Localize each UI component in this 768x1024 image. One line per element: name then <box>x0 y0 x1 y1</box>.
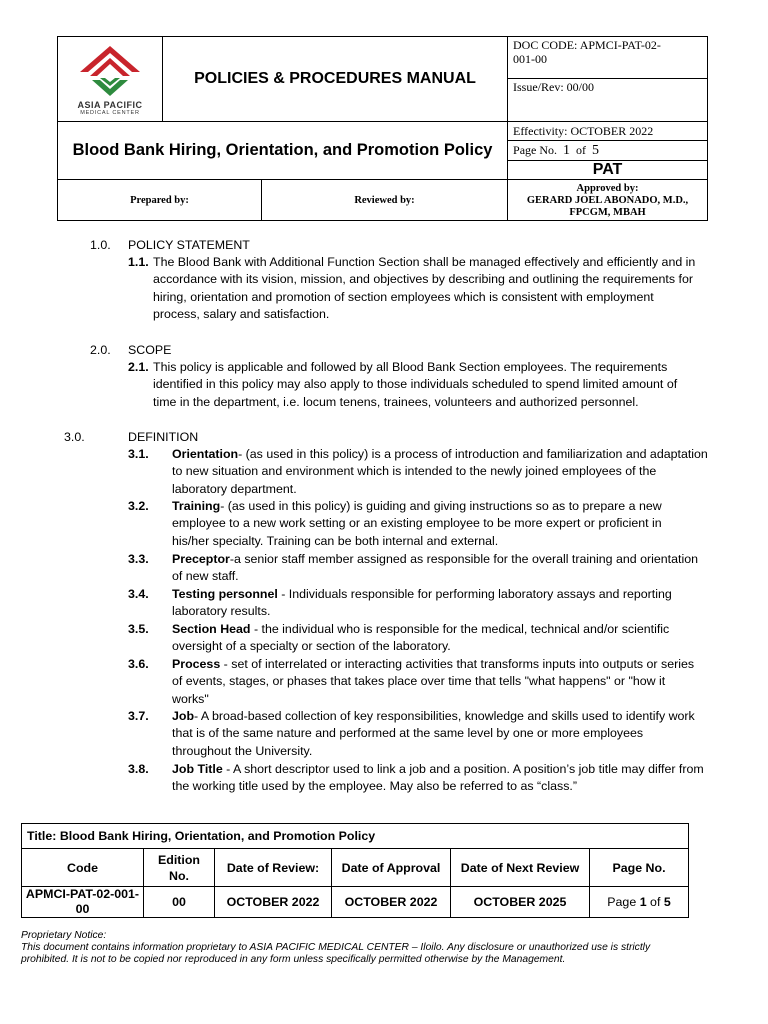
page-word: Page <box>607 894 637 909</box>
definition-body: - (as used in this policy) is guiding and giving instructions so as to prepare a new <box>220 499 662 513</box>
header-page-no: Page No. <box>590 849 689 887</box>
page-no-of: of <box>576 143 587 157</box>
approved-by-label: Approved by: <box>576 182 639 194</box>
paragraph-text <box>153 359 743 411</box>
doc-meta-cell <box>508 37 708 122</box>
effectivity-cell <box>508 122 708 180</box>
control-table-header-row <box>22 849 689 887</box>
text-line: time in the department, i.e. locum tenens, trainees, volunteers and authorized personnel. <box>153 394 639 409</box>
logo-name: ASIA PACIFIC <box>77 100 143 110</box>
definition-number: 3.3. <box>128 552 149 566</box>
text-line: that is of the same nature and performed at the same level by one or more employees <box>172 726 644 741</box>
control-table-value-row <box>22 887 689 918</box>
document-control-table <box>21 823 688 918</box>
definition-term: Training <box>172 499 221 513</box>
text-line: accordance with its vision, mission, and objectives by describing and outlining the requirements for <box>153 272 693 287</box>
text-line: the working title used by the employee. May also be referred to as “class.” <box>172 779 577 794</box>
header-edition-line2: No. <box>169 868 189 883</box>
definition-term: Testing personnel <box>172 587 278 601</box>
text-line <box>172 656 728 673</box>
definition-body: - A short descriptor used to link a job and a position. A position’s job title may differ from <box>222 762 704 776</box>
value-code-line1: APMCI-PAT-02-001- <box>25 887 140 901</box>
doc-code-line2: 001-00 <box>513 52 548 66</box>
page-number <box>508 141 707 161</box>
definition-term: Section Head <box>172 622 251 636</box>
section-number: 2.0. <box>90 343 111 357</box>
text-line: employee to a new work setting or an existing employee to be more expert or proficient in <box>172 516 662 531</box>
page-no-label: Page No. <box>513 143 558 157</box>
definition-text <box>172 761 728 796</box>
value-date-of-approval: OCTOBER 2022 <box>332 887 451 918</box>
definition-number: 3.4. <box>128 587 149 601</box>
definition-body: - A broad-based collection of key responsibilities, knowledge and skills used to identify work <box>194 709 695 723</box>
text-line <box>172 761 728 778</box>
definition-text <box>172 586 728 621</box>
value-code <box>22 887 144 918</box>
section-code: PAT <box>592 161 623 178</box>
definition-number: 3.6. <box>128 657 149 671</box>
text-line: oversight of a specialty or section of the laboratory. <box>172 639 451 654</box>
definition-number: 3.8. <box>128 762 149 776</box>
value-edition: 00 <box>144 887 215 918</box>
text-line: of new staff. <box>172 569 239 584</box>
doc-code-line1: DOC CODE: APMCI-PAT-02- <box>513 38 661 52</box>
definition-term: Preceptor <box>172 552 230 566</box>
value-date-of-next-review: OCTOBER 2025 <box>451 887 590 918</box>
definition-text <box>172 656 728 708</box>
document-header <box>57 36 707 220</box>
paragraph-number: 1.1. <box>128 255 149 269</box>
definition-body: - the individual who is responsible for the medical, technical and/or scientific <box>250 622 670 636</box>
approved-by-cell <box>508 180 708 221</box>
definition-number: 3.2. <box>128 499 149 513</box>
text-line <box>172 708 728 725</box>
notice-heading: Proprietary Notice: <box>21 930 107 941</box>
definition-body: - Individuals responsible for performing laboratory assays and reporting <box>277 587 672 601</box>
page-no-current: 1 <box>563 143 571 158</box>
definition-number: 3.5. <box>128 622 149 636</box>
header-edition-line1: Edition <box>158 852 200 867</box>
definition-text <box>172 708 728 760</box>
paragraph-number: 2.1. <box>128 360 149 374</box>
text-line <box>172 551 728 568</box>
company-logo <box>58 42 162 116</box>
section-number: 1.0. <box>90 238 111 252</box>
text-line: to new situation and environment which is intended to the newly joined employees of the <box>172 464 657 479</box>
reviewed-by: Reviewed by: <box>262 180 508 221</box>
definition-text <box>172 621 728 656</box>
notice-line: prohibited. It is not to be copied nor reproduced in any form unless specifically permitted otherwise by the Management. <box>21 954 566 965</box>
definition-term: Job Title <box>172 762 223 776</box>
logo-subname: MEDICAL CENTER <box>80 110 140 116</box>
text-line <box>172 446 728 463</box>
definition-number: 3.1. <box>128 447 149 461</box>
value-code-line2: 00 <box>75 902 90 916</box>
text-line: process, salary and satisfaction. <box>153 307 330 322</box>
text-line: throughout the University. <box>172 743 313 758</box>
header-edition <box>144 849 215 887</box>
definition-text <box>172 498 728 550</box>
definition-term: Job <box>172 709 195 723</box>
approver-name-line2: FPCGM, MBAH <box>569 206 646 218</box>
text-line: his/her specialty. Training can be both internal and external. <box>172 533 499 548</box>
section-title: DEFINITION <box>128 430 199 444</box>
header-date-of-next-review: Date of Next Review <box>451 849 590 887</box>
value-page-no <box>590 887 689 918</box>
definition-text <box>172 551 728 586</box>
effectivity: Effectivity: OCTOBER 2022 <box>508 122 707 141</box>
page-current: 1 <box>639 894 647 909</box>
text-line: laboratory department. <box>172 481 297 496</box>
doc-code-box <box>508 37 707 79</box>
header-date-of-review: Date of Review: <box>215 849 332 887</box>
definition-body: - (as used in this policy) is a process of introduction and familiarization and adaptation <box>238 447 708 461</box>
definition-body: -a senior staff member assigned as responsible for the overall training and orientation <box>229 552 698 566</box>
header-date-of-approval: Date of Approval <box>332 849 451 887</box>
notice-line: This document contains information proprietary to ASIA PACIFIC MEDICAL CENTER – Iloilo. Any disclosure or unauthorized use is strictly <box>21 942 651 953</box>
text-line <box>172 621 728 638</box>
value-date-of-review: OCTOBER 2022 <box>215 887 332 918</box>
text-line: The Blood Bank with Additional Function Section shall be managed effectively and efficiently and in <box>153 255 696 269</box>
proprietary-notice <box>21 930 756 966</box>
definition-term: Orientation <box>172 447 239 461</box>
page-total: 5 <box>663 894 671 909</box>
section-number: 3.0. <box>64 430 85 444</box>
header-table <box>57 36 708 221</box>
document-title: Blood Bank Hiring, Orientation, and Promotion Policy <box>58 122 508 180</box>
definition-text <box>172 446 728 498</box>
section-title: SCOPE <box>128 343 172 357</box>
issue-rev: Issue/Rev: 00/00 <box>513 80 595 94</box>
page-of: of <box>650 894 661 909</box>
logo-mark-icon <box>70 42 150 98</box>
approver-name-line1: GERARD JOEL ABONADO, M.D., <box>526 194 689 206</box>
prepared-by: Prepared by: <box>58 180 262 221</box>
text-line: laboratory results. <box>172 604 271 619</box>
manual-title: POLICIES & PROCEDURES MANUAL <box>163 37 508 122</box>
text-line: identified in this policy may also apply to those individuals scheduled to spend limited amount of <box>153 377 678 392</box>
text-line: of events, stages, or phases that takes place over time that tells "what happens" or "how it <box>172 674 666 689</box>
section-title: POLICY STATEMENT <box>128 238 250 252</box>
text-line <box>172 586 728 603</box>
page-no-total: 5 <box>592 143 600 158</box>
text-line: This policy is applicable and followed by all Blood Bank Section employees. The requirements <box>153 360 668 374</box>
logo-cell <box>58 37 163 122</box>
text-line: hiring, orientation and promotion of section employees which is consistent with employment <box>153 289 654 304</box>
paragraph-text <box>153 254 743 324</box>
control-table-title: Title: Blood Bank Hiring, Orientation, and Promotion Policy <box>22 824 689 849</box>
definition-term: Process <box>172 657 221 671</box>
text-line: works" <box>172 691 209 706</box>
definition-body: - set of interrelated or interacting activities that transforms inputs into outputs or series <box>220 657 695 671</box>
header-code: Code <box>22 849 144 887</box>
text-line <box>172 498 728 515</box>
control-table <box>21 823 689 918</box>
definition-number: 3.7. <box>128 709 149 723</box>
